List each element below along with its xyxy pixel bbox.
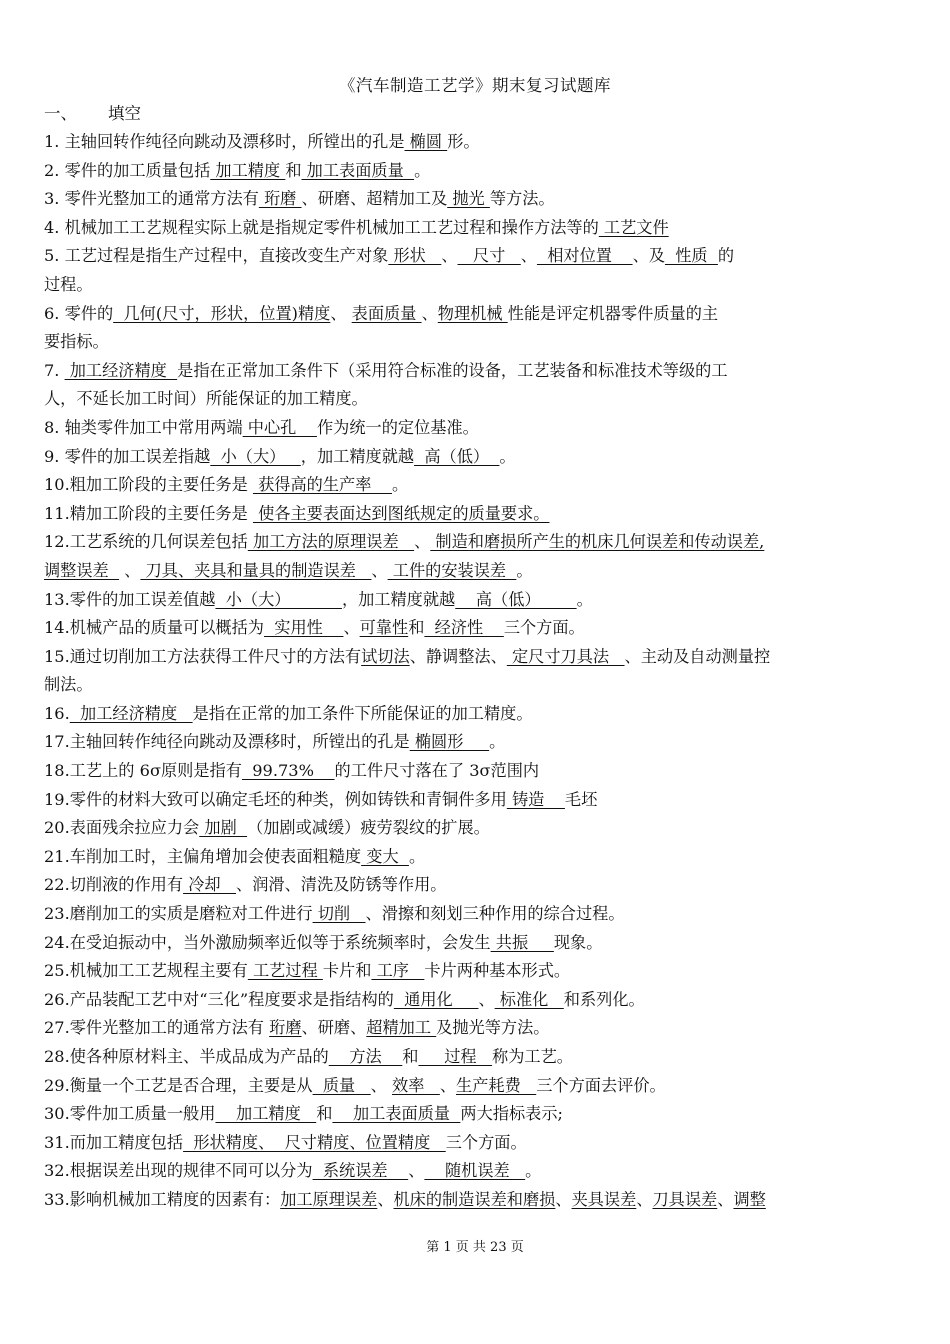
answer-blank: 效率 — [392, 1075, 440, 1095]
text-line — [44, 643, 909, 672]
answer-blank: 方法 — [328, 1047, 403, 1066]
line-text: 11.精加工阶段的主要任务是 — [44, 503, 253, 523]
line-text: 17.主轴回转作纯径向跳动及漂移时，所镗出的孔是 — [44, 732, 410, 752]
answer-blank: 变大 — [361, 846, 409, 866]
text-line — [44, 1157, 909, 1186]
line-text: 15.通过切削加工方法获得工件尺寸的方法有 — [44, 646, 362, 666]
line-text: （加剧或减缓）疲劳裂纹的扩展。 — [247, 818, 490, 838]
line-text: 和 — [285, 160, 302, 180]
text-line — [44, 986, 909, 1015]
text-line — [44, 814, 909, 843]
answer-blank: 加工经济精度 — [64, 360, 178, 380]
answer-blank: 加工表面质量 — [332, 1104, 461, 1124]
answer-blank: 椭圆形 — [409, 732, 490, 752]
line-text: 。 — [525, 1161, 542, 1181]
line-text: 18.工艺上的 6σ原则是指有 — [44, 761, 242, 781]
text-line — [44, 586, 909, 615]
answer-blank: 加剧 — [199, 818, 248, 838]
answer-blank: 切削 — [312, 904, 366, 924]
line-text: 1. 主轴回转作纯径向跳动及漂移时，所镗出的孔是 — [44, 132, 405, 151]
text-line — [44, 1072, 909, 1101]
answer-blank: 加工经济精度 — [69, 703, 193, 723]
line-text: 20.表面残余拉应力会 — [44, 818, 200, 838]
answer-blank: 工序 — [371, 961, 425, 981]
line-text: 、 — [414, 532, 431, 552]
line-text: 卡片和 — [322, 961, 372, 981]
text-line — [44, 443, 909, 472]
line-text: 24.在受迫振动中，当外激励频率近似等于系统频率时，会发生 — [44, 932, 491, 952]
line-text: 27.零件光整加工的通常方法有 — [44, 1018, 270, 1038]
answer-blank: 经济性 — [424, 618, 504, 638]
line-text: 7. — [44, 360, 65, 380]
answer-blank: 工艺文件 — [598, 217, 669, 237]
text-line — [44, 242, 909, 271]
answer-blank: 尺寸 — [457, 246, 521, 266]
text-line — [44, 157, 909, 186]
answer-blank: 99.73% — [241, 761, 335, 781]
line-text: 的 — [717, 246, 735, 266]
line-text: 3. 零件光整加工的通常方法有 — [44, 189, 259, 209]
line-text: 、润滑、清洗及防锈等作用。 — [236, 875, 447, 895]
answer-blank: 使各主要表面达到图纸规定的质量要求。 — [252, 503, 550, 523]
document-title: 《汽车制造工艺学》期末复习试题库 — [339, 76, 611, 95]
line-text: 、 — [119, 560, 141, 580]
line-text: 及抛光等方法。 — [436, 1018, 550, 1038]
text-line — [44, 843, 909, 872]
section-number: 一、 — [44, 104, 77, 123]
text-line — [44, 1186, 909, 1215]
answer-blank: 物理机械 — [437, 303, 508, 323]
line-text: 。 — [576, 589, 593, 609]
text-line — [44, 128, 909, 157]
answer-blank: 超精加工 — [366, 1018, 437, 1038]
answer-blank: 形状 — [388, 246, 442, 266]
text-line — [44, 1014, 909, 1043]
line-text: 2. 零件的加工质量包括 — [44, 160, 211, 180]
answer-blank: 加工精度 — [210, 160, 286, 180]
answer-blank: 抛光 — [447, 189, 490, 209]
line-text: 23.磨削加工的实质是磨粒对工件进行 — [44, 904, 313, 924]
answer-blank: 形状精度、 尺寸精度、位置精度 — [183, 1132, 446, 1152]
line-text: 两大指标表示; — [460, 1104, 563, 1124]
answer-blank: 试切法 — [361, 646, 410, 666]
answer-blank: 珩磨 — [258, 189, 302, 209]
section-title: 填空 — [108, 104, 141, 123]
line-text: 、 — [330, 303, 352, 323]
line-text: 、 — [555, 1189, 572, 1209]
line-text: 和 — [402, 1047, 419, 1066]
line-text: 和 — [316, 1104, 333, 1124]
line-text: 30.零件加工质量一般用 — [44, 1104, 216, 1124]
line-text: 和 — [408, 618, 425, 638]
text-line — [44, 728, 909, 757]
answer-blank: 几何(尺寸，形状，位置)精度 — [113, 303, 331, 323]
text-line — [44, 414, 909, 443]
answer-blank: 随机误差 — [424, 1161, 526, 1181]
line-text: 29.衡量一个工艺是否合理，主要是从 — [44, 1075, 313, 1095]
line-text: 16. — [44, 703, 70, 723]
line-text: 25.机械加工工艺规程主要有 — [44, 961, 248, 981]
line-text: 、 — [717, 1189, 734, 1209]
line-text: 三个方面去评价。 — [536, 1075, 666, 1095]
line-text: 19.零件的材料大致可以确定毛坯的种类，例如铸铁和青铜件多用 — [44, 789, 507, 809]
line-text: 。 — [499, 446, 516, 466]
text-line — [44, 700, 909, 729]
answer-blank: 定尺寸刀具法 — [506, 646, 625, 666]
text-line — [44, 271, 909, 300]
line-text: 。 — [489, 732, 506, 752]
line-text: 、 — [343, 618, 360, 638]
line-text: 称为工艺。 — [492, 1047, 573, 1066]
line-text: 13.零件的加工误差值越 — [44, 589, 216, 609]
line-text: ，加工精度就越 — [341, 589, 456, 609]
line-text: 、静调整法、 — [409, 646, 507, 666]
answer-blank: 高（低） — [414, 446, 500, 466]
answer-blank: 夹具误差 — [571, 1189, 637, 1209]
line-text: 31.而加工精度包括 — [44, 1132, 184, 1152]
line-text: 。 — [516, 560, 533, 580]
answer-blank: 加工精度 — [215, 1104, 317, 1124]
answer-blank: 获得高的生产率 — [252, 475, 392, 495]
text-line — [44, 471, 909, 500]
line-text: 、研磨、 — [301, 1018, 367, 1038]
answer-blank: 加工方法的原理误差 — [247, 532, 415, 552]
text-line — [44, 185, 909, 214]
line-text: 8. 轴类零件加工中常用两端 — [44, 417, 243, 437]
line-text: 现象。 — [553, 932, 603, 952]
text-line — [44, 1100, 909, 1129]
line-text: 、 — [478, 989, 495, 1009]
line-text: 是指在正常的加工条件下所能保证的加工精度。 — [192, 703, 533, 723]
line-text: 10.粗加工阶段的主要任务是 — [44, 475, 253, 495]
text-line — [44, 900, 909, 929]
line-text: 、 — [520, 246, 537, 266]
line-text: 。 — [414, 160, 431, 180]
answer-blank: 珩磨 — [269, 1018, 302, 1038]
line-text: 、 — [377, 1189, 394, 1209]
line-text: 的工件尺寸落在了 3σ范围内 — [334, 761, 540, 781]
line-text: 。 — [408, 846, 426, 866]
line-text: 12.工艺系统的几何误差包括 — [44, 532, 248, 552]
answer-blank: 调整误差 — [44, 560, 120, 580]
line-text: 性能是评定机器零件质量的主 — [507, 303, 719, 323]
line-text: 6. 零件的 — [44, 303, 114, 323]
answer-blank: 中心孔 — [242, 417, 317, 437]
text-line — [44, 929, 909, 958]
answer-blank: 制造和磨损所产生的机床几何误差和传动误差, — [430, 532, 765, 552]
answer-blank: 系统误差 — [312, 1161, 409, 1181]
text-line — [44, 300, 909, 329]
answer-blank: 小（大） — [210, 446, 301, 466]
line-text: ，加工精度就越 — [300, 446, 415, 466]
line-text: 形。 — [447, 132, 480, 151]
line-text: 制法。 — [44, 675, 93, 695]
answer-blank: 椭圆 — [404, 132, 448, 151]
question-list — [44, 128, 909, 1215]
answer-blank: 生产耗费 — [456, 1075, 537, 1095]
answer-blank: 冷却 — [183, 875, 237, 895]
text-line — [44, 357, 909, 386]
line-text: 14.机械产品的质量可以概括为 — [44, 618, 264, 638]
answer-blank: 过程 — [418, 1047, 493, 1066]
answer-blank: 机床的制造误差和磨损 — [393, 1189, 556, 1209]
text-line — [44, 957, 909, 986]
answer-blank: 高（低） — [455, 589, 577, 609]
text-line — [44, 1043, 909, 1072]
text-line — [44, 1129, 909, 1158]
line-text: 28.使各种原材料主、半成品成为产品的 — [44, 1047, 329, 1066]
line-text: 是指在正常加工条件下（采用符合标准的设备，工艺装备和标准技术等级的工 — [177, 360, 728, 380]
line-text: 、 — [408, 1161, 425, 1181]
text-line — [44, 786, 909, 815]
line-text: 过程。 — [44, 274, 93, 294]
answer-blank: 实用性 — [264, 618, 344, 638]
answer-blank: 表面质量 — [351, 303, 422, 323]
line-text: 三个方面。 — [503, 618, 585, 638]
line-text: 33.影响机械加工精度的因素有： — [44, 1189, 281, 1209]
answer-blank: 工件的安装误差 — [387, 560, 517, 580]
line-text: 4. 机械加工工艺规程实际上就是指规定零件机械加工工艺过程和操作方法等的 — [44, 217, 599, 237]
answer-blank: 刀具误差 — [652, 1189, 718, 1209]
line-text: 、主动及自动测量控 — [624, 646, 771, 666]
section-heading — [44, 100, 141, 124]
line-text: 、 — [421, 303, 438, 323]
line-text: 22.切削液的作用有 — [44, 875, 184, 895]
line-text: 26.产品装配工艺中对“三化”程度要求是指结构的 — [44, 989, 394, 1009]
line-text: 、 — [439, 1075, 457, 1095]
line-text: 作为统一的定位基准。 — [316, 417, 479, 437]
answer-blank: 刀具、夹具和量具的制造误差 — [140, 560, 372, 580]
answer-blank: 调整 — [733, 1189, 766, 1209]
answer-blank: 可靠性 — [359, 618, 409, 638]
answer-blank: 性质 — [664, 246, 718, 266]
line-text: 卡片两种基本形式。 — [424, 961, 571, 981]
line-text: 人，不延长加工时间）所能保证的加工精度。 — [44, 389, 368, 409]
answer-blank: 质量 — [312, 1075, 371, 1095]
text-line — [44, 385, 909, 414]
line-text: 、 — [441, 246, 458, 266]
text-line — [44, 671, 909, 700]
line-text: 32.根据误差出现的规律不同可以分为 — [44, 1161, 313, 1181]
text-line — [44, 871, 909, 900]
answer-blank: 铸造 — [506, 789, 565, 809]
line-text: 5. 工艺过程是指生产过程中，直接改变生产对象 — [44, 246, 389, 266]
answer-blank: 标准化 — [494, 989, 564, 1009]
answer-blank: 加工原理误差 — [280, 1189, 378, 1209]
text-line — [44, 614, 909, 643]
answer-blank: 通用化 — [393, 989, 479, 1009]
line-text: 、 — [636, 1189, 653, 1209]
line-text: 、研磨、超精加工及 — [301, 189, 448, 209]
line-text: 等方法。 — [489, 189, 555, 209]
text-line — [44, 557, 909, 586]
line-text: 9. 零件的加工误差指越 — [44, 446, 211, 466]
line-text: 三个方面。 — [445, 1132, 527, 1152]
line-text: 、及 — [632, 246, 665, 266]
text-line — [44, 214, 909, 243]
page-footer: 第 1 页 共 23 页 — [426, 1240, 524, 1255]
answer-blank: 小（大） — [215, 589, 342, 609]
line-text: 和系列化。 — [563, 989, 645, 1009]
line-text: 21.车削加工时，主偏角增加会使表面粗糙度 — [44, 846, 362, 866]
text-line — [44, 500, 909, 529]
answer-blank: 工艺过程 — [247, 961, 323, 981]
line-text: 、 — [370, 1075, 393, 1095]
text-line — [44, 528, 909, 557]
line-text: 、滑擦和刻划三种作用的综合过程。 — [365, 904, 625, 924]
line-text: 毛坯 — [564, 789, 598, 809]
text-line — [44, 757, 909, 786]
answer-blank: 加工表面质量 — [301, 160, 415, 180]
answer-blank: 相对位置 — [536, 246, 633, 266]
text-line — [44, 328, 909, 357]
line-text: 要指标。 — [44, 332, 109, 352]
line-text: 。 — [392, 475, 409, 495]
line-text: 、 — [371, 560, 388, 580]
answer-blank: 共振 — [490, 932, 554, 952]
